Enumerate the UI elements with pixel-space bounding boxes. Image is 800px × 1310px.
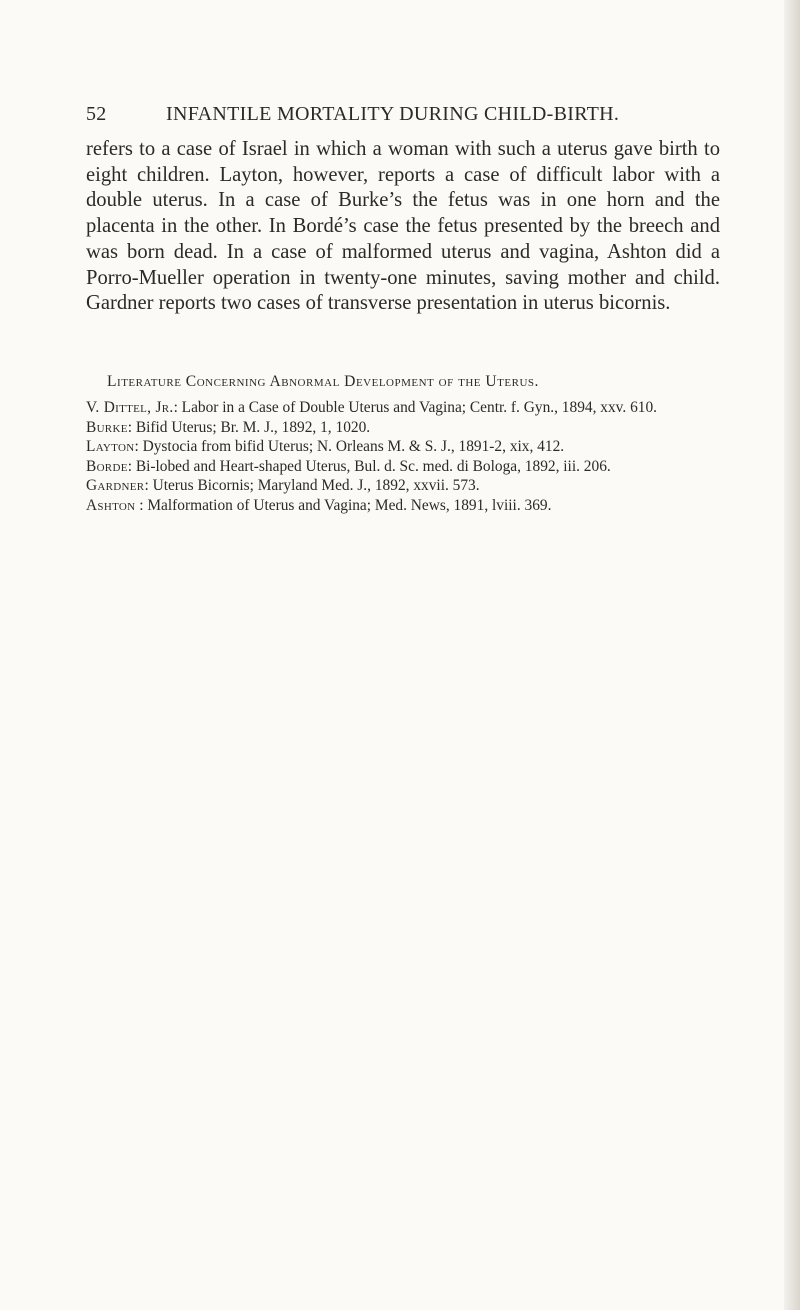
page-number: 52 bbox=[86, 103, 107, 125]
reference-item bbox=[86, 457, 726, 476]
reference-author: Layton bbox=[86, 438, 135, 456]
running-title: INFANTILE MORTALITY DURING CHILD-BIRTH. bbox=[166, 103, 620, 125]
reference-item bbox=[86, 437, 726, 456]
running-header bbox=[86, 103, 726, 126]
reference-citation: : Dystocia from bifid Uterus; N. Orleans M. & S. J., 1891-2, xix, 412. bbox=[134, 438, 565, 456]
reference-item bbox=[86, 476, 726, 495]
reference-citation: : Bi-lobed and Heart-shaped Uterus, Bul. d. Sc. med. di Bologa, 1892, iii. 206. bbox=[127, 457, 611, 475]
reference-citation: : Uterus Bicornis; Maryland Med. J., 1892, xxvii. 573. bbox=[144, 477, 480, 495]
reference-author: Burke bbox=[86, 418, 128, 436]
reference-citation: : Bifid Uterus; Br. M. J., 1892, 1, 1020. bbox=[127, 418, 371, 436]
page-edge-shadow bbox=[784, 0, 800, 1310]
reference-author: Ashton bbox=[86, 496, 136, 514]
reference-author: Gardner bbox=[86, 477, 145, 495]
body-paragraph: refers to a case of Israel in which a woman with such a uterus gave birth to eight children. Layton, however, reports a case of difficult labor with a double uterus. In a case of Burke’s the fetus was in one horn and the placenta in the other. In Bordé’s case the fetus presented by the breech and was born dead. In a case of malformed uterus and vagina, Ashton did a Porro-Mueller operation in twenty-one minutes, saving mother and child. Gardner reports two cases of transverse presentation in uterus bicornis. bbox=[86, 138, 720, 315]
reference-item bbox=[86, 496, 726, 515]
reference-citation: : Malformation of Uterus and Vagina; Med. News, 1891, lviii. 369. bbox=[135, 496, 552, 514]
reference-author: Borde bbox=[86, 457, 128, 475]
literature-heading: Literature Concerning Abnormal Development of the Uterus. bbox=[107, 373, 539, 390]
reference-author: V. Dittel, Jr. bbox=[86, 399, 174, 416]
reference-citation: : Labor in a Case of Double Uterus and Vagina; Centr. f. Gyn., 1894, xxv. 610. bbox=[173, 399, 657, 416]
reference-item bbox=[86, 418, 726, 437]
reference-list bbox=[86, 398, 726, 516]
reference-item bbox=[86, 398, 726, 417]
